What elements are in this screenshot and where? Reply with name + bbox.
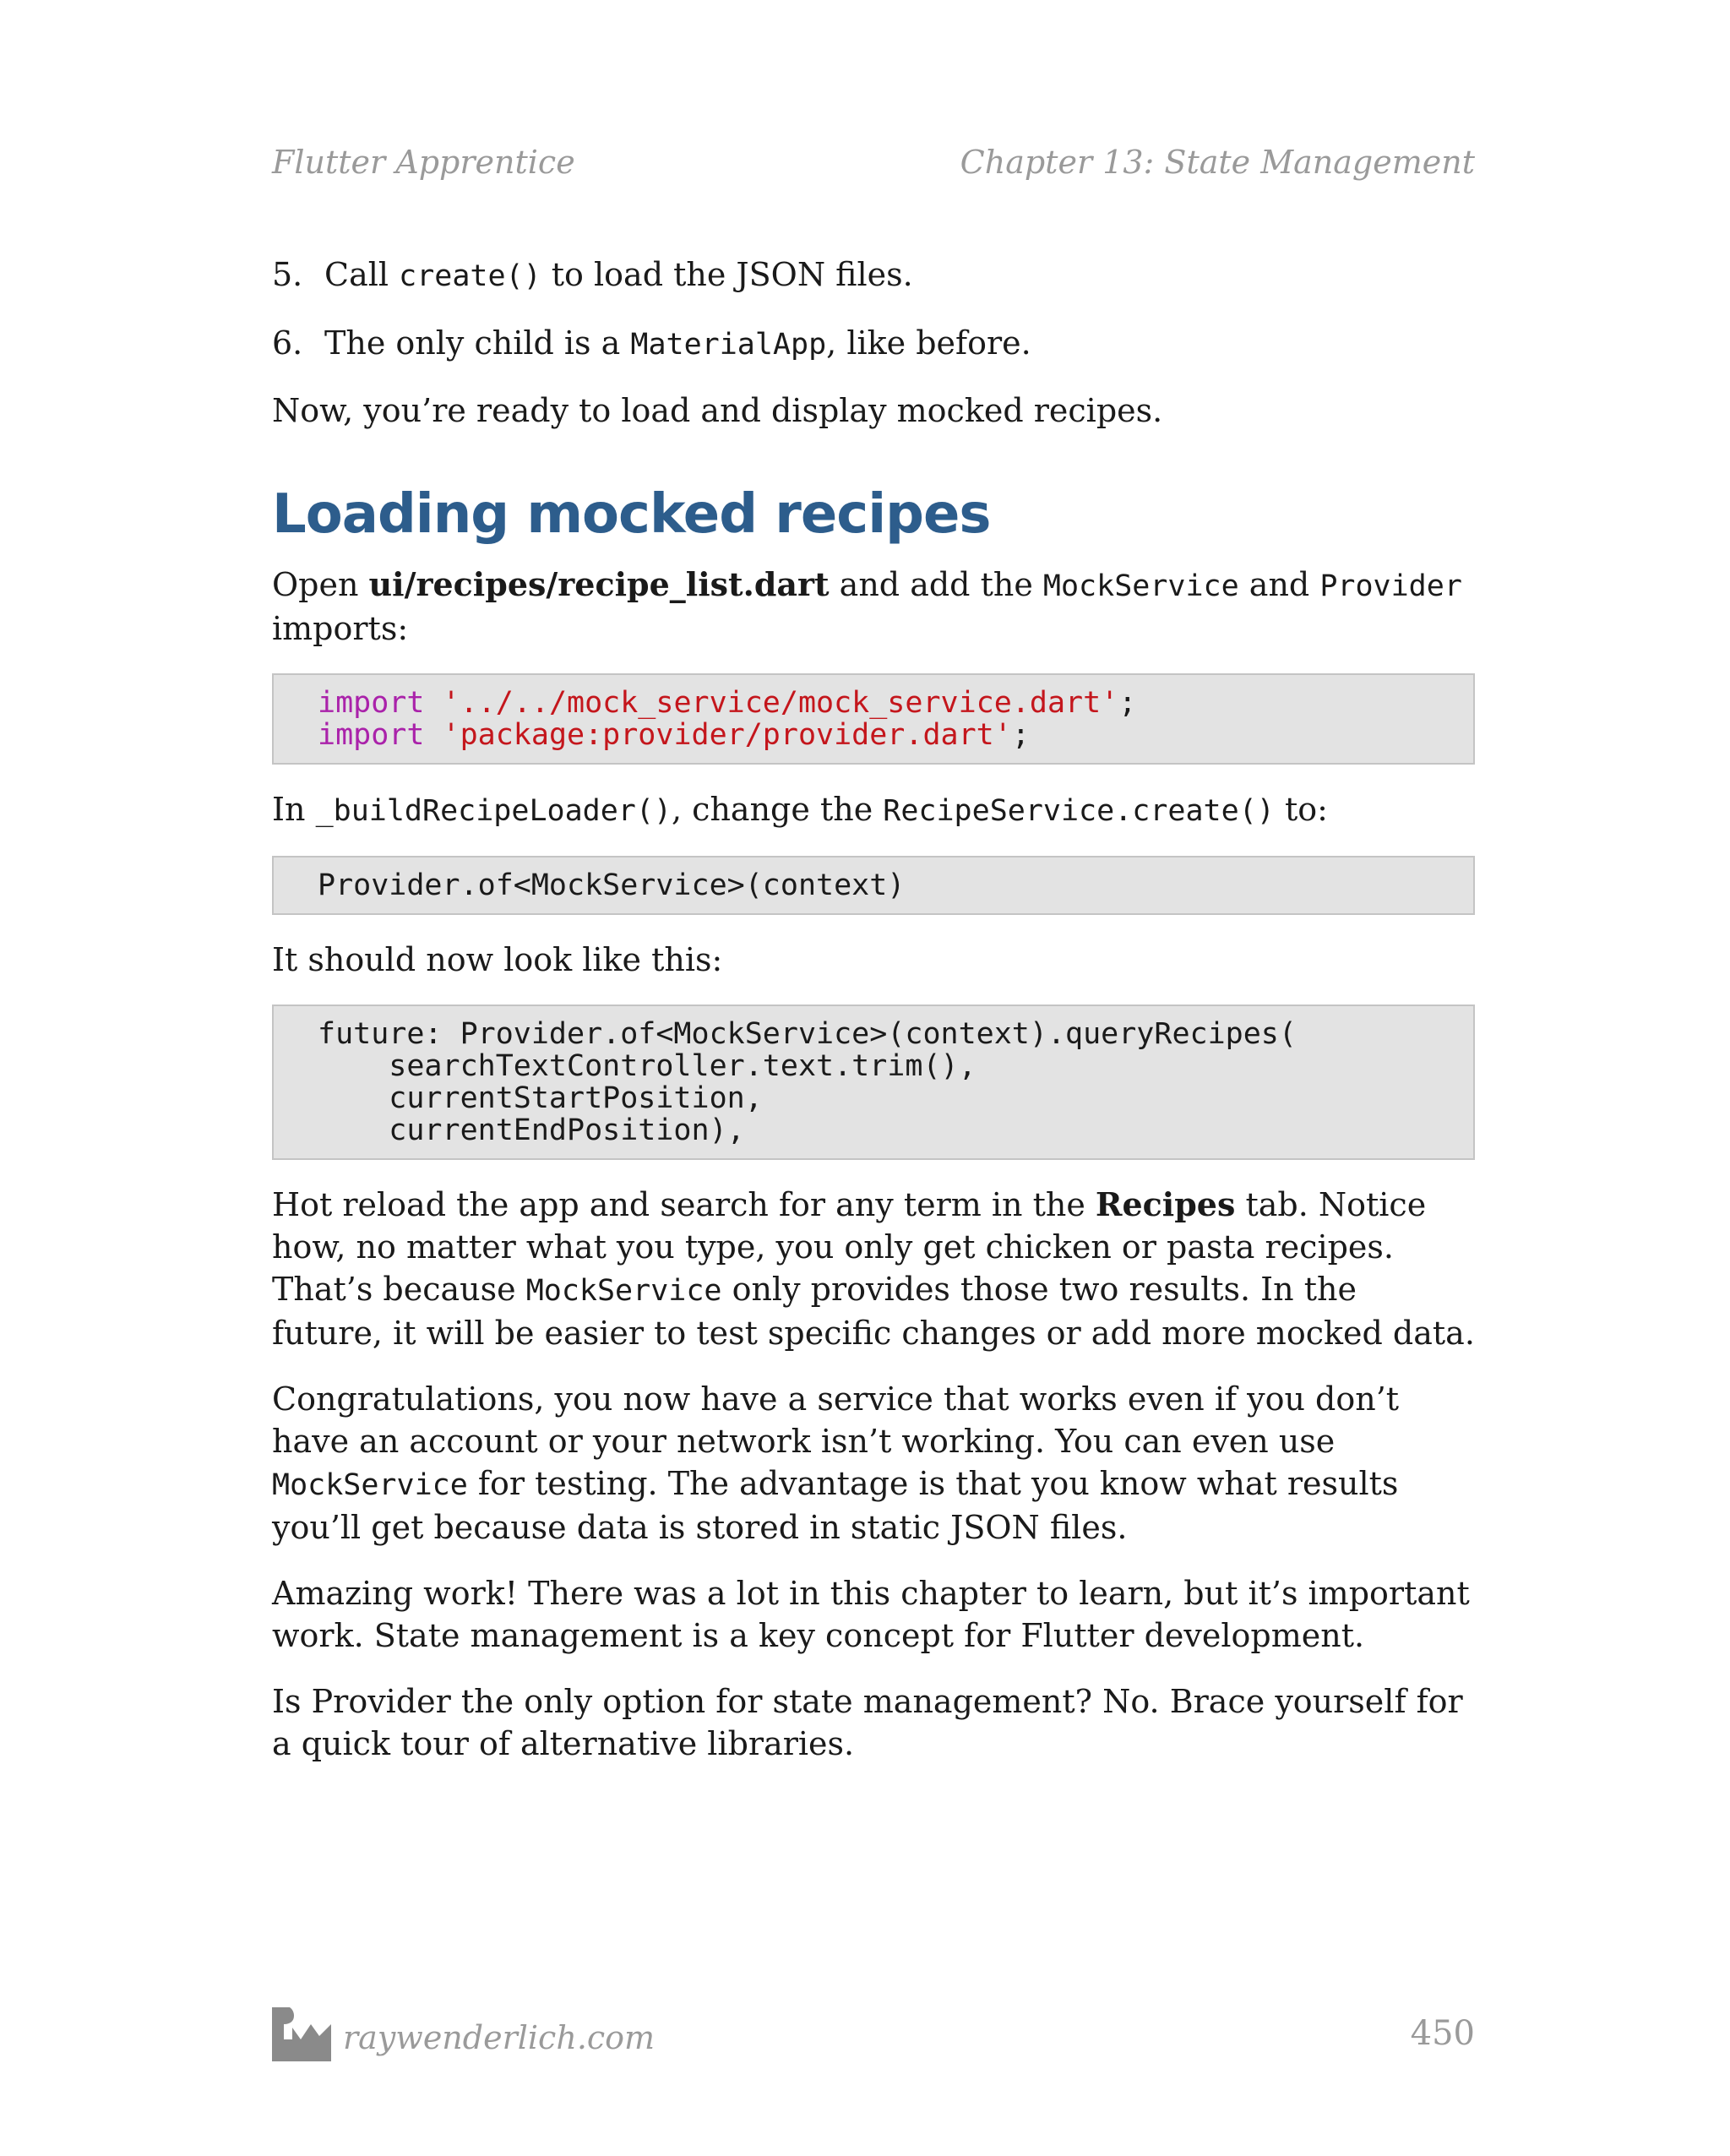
text-span: imports: xyxy=(272,610,409,647)
text-span: only provides those two results. In the future, it will be easier to test specific changes or add more mocked data. xyxy=(272,1271,1475,1352)
steps-list xyxy=(272,253,1475,366)
text-span: Open xyxy=(272,566,369,603)
hot-reload-paragraph xyxy=(272,1184,1475,1354)
book-title: Flutter Apprentice xyxy=(272,144,575,181)
code-punct: ; xyxy=(1118,686,1137,720)
inline-code: MockService xyxy=(272,1468,468,1502)
text-span: , change the xyxy=(672,791,884,828)
step-text xyxy=(324,322,1031,366)
page-footer xyxy=(272,2001,1475,2068)
footer-site: raywenderlich.com xyxy=(343,2019,656,2056)
text-span: tab. Notice how, no matter what you type, you only get chicken or pasta recipes. That’s because xyxy=(272,1186,1427,1308)
page-number: 450 xyxy=(1410,2014,1475,2053)
section-title: Loading mocked recipes xyxy=(272,483,991,546)
text-span: Hot reload the app and search for any term in the xyxy=(272,1186,1096,1223)
step-text-post: to load the JSON files. xyxy=(541,256,913,293)
provider-paragraph: Is Provider the only option for state management? No. Brace yourself for a quick tour of alternative libraries. xyxy=(272,1683,1463,1762)
code-block-future: future: Provider.of<MockService>(context).queryRecipes( searchTextController.text.trim(), currentStartPosition, currentEndPosition), xyxy=(272,1004,1475,1160)
raywenderlich-logo-icon xyxy=(272,2002,331,2061)
step-text-pre: Call xyxy=(324,256,400,293)
code-string: '../../mock_service/mock_service.dart' xyxy=(442,686,1119,720)
text-span: and add the xyxy=(829,566,1043,603)
inline-code: create() xyxy=(399,259,541,293)
page-content xyxy=(272,253,1475,1788)
step-text-pre: The only child is a xyxy=(324,324,631,362)
open-file-paragraph xyxy=(272,564,1475,650)
inline-code: MockService xyxy=(1042,569,1239,603)
congrats-paragraph xyxy=(272,1378,1475,1549)
text-span: for testing. The advantage is that you know what results you’ll get because data is stored in static JSON files. xyxy=(272,1465,1399,1546)
text-span: Congratulations, you now have a service that works even if you don’t have an account or your network isn’t working. You can even use xyxy=(272,1380,1400,1460)
inline-code: RecipeService.create() xyxy=(883,794,1275,828)
inline-code: _buildRecipeLoader() xyxy=(315,794,672,828)
inline-code: MockService xyxy=(525,1274,722,1308)
list-item xyxy=(272,253,1475,297)
look-paragraph: It should now look like this: xyxy=(272,941,723,978)
code-keyword: import xyxy=(318,686,425,720)
inline-code: MaterialApp xyxy=(630,328,827,362)
text-span: In xyxy=(272,791,316,828)
bold-term: Recipes xyxy=(1095,1185,1236,1223)
inline-code: Provider xyxy=(1319,569,1462,603)
code-keyword: import xyxy=(318,718,425,752)
step-number: 5. xyxy=(272,256,303,293)
step-text xyxy=(324,253,913,297)
step-number: 6. xyxy=(272,324,303,362)
code-block-imports xyxy=(272,673,1475,765)
list-item xyxy=(272,322,1475,366)
text-span: and xyxy=(1238,566,1320,603)
code-punct: ; xyxy=(1011,718,1030,752)
chapter-title: Chapter 13: State Management xyxy=(960,144,1475,181)
file-path: ui/recipes/recipe_list.dart xyxy=(368,565,830,603)
amazing-paragraph: Amazing work! There was a lot in this chapter to learn, but it’s important work. State management is a key concept for Flutter development. xyxy=(272,1575,1470,1654)
code-string: 'package:provider/provider.dart' xyxy=(442,718,1012,752)
step-text-post: , like before. xyxy=(826,324,1031,362)
book-page xyxy=(272,0,1475,2156)
code-block-provider: Provider.of<MockService>(context) xyxy=(272,856,1475,915)
text-span: to: xyxy=(1274,791,1328,828)
intro-paragraph: Now, you’re ready to load and display mocked recipes. xyxy=(272,392,1163,429)
change-paragraph xyxy=(272,788,1475,832)
